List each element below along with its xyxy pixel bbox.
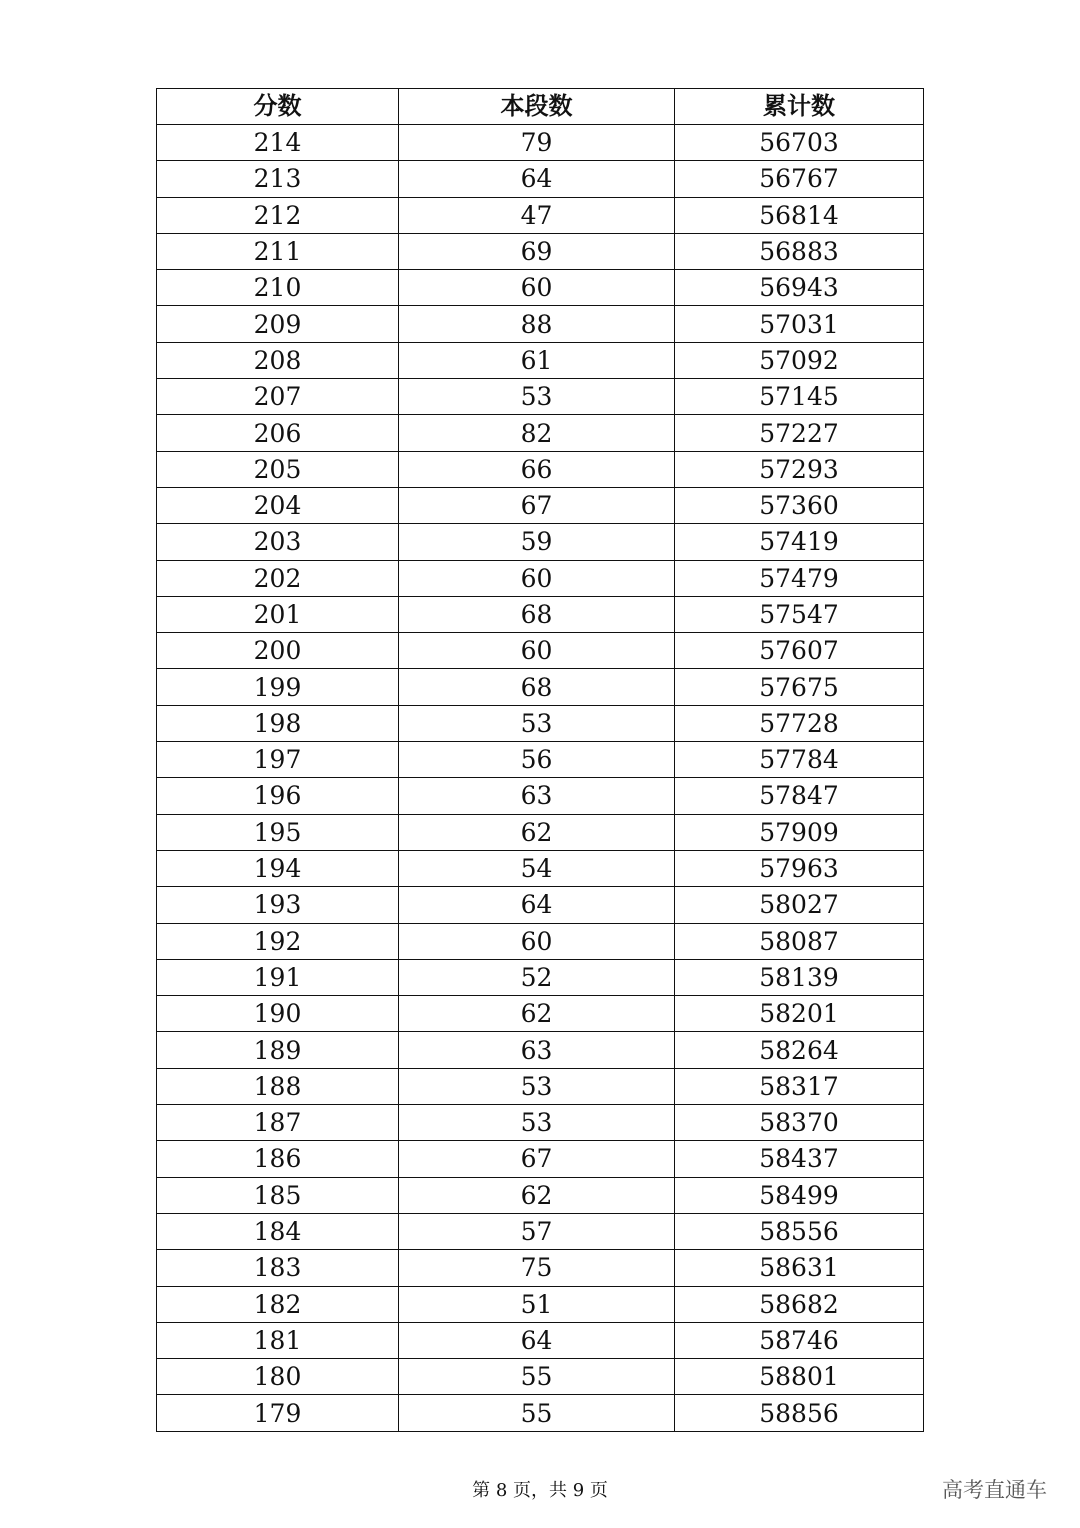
cell-cumulative-count: 56883 — [675, 233, 924, 269]
table-row — [157, 270, 924, 306]
cell-cumulative-count: 57227 — [675, 415, 924, 451]
table-row — [157, 524, 924, 560]
cell-segment-count: 56 — [399, 742, 675, 778]
cell-cumulative-count: 58801 — [675, 1359, 924, 1395]
cell-score: 187 — [157, 1105, 399, 1141]
cell-segment-count: 60 — [399, 923, 675, 959]
cell-score: 184 — [157, 1213, 399, 1249]
table-row — [157, 1395, 924, 1431]
cell-segment-count: 75 — [399, 1250, 675, 1286]
cell-cumulative-count: 57963 — [675, 850, 924, 886]
cell-cumulative-count: 57092 — [675, 342, 924, 378]
cell-segment-count: 53 — [399, 705, 675, 741]
table-row — [157, 379, 924, 415]
cell-cumulative-count: 58437 — [675, 1141, 924, 1177]
cell-segment-count: 63 — [399, 778, 675, 814]
cell-cumulative-count: 58746 — [675, 1322, 924, 1358]
cell-score: 205 — [157, 451, 399, 487]
cell-cumulative-count: 57909 — [675, 814, 924, 850]
cell-cumulative-count: 58499 — [675, 1177, 924, 1213]
cell-segment-count: 88 — [399, 306, 675, 342]
cell-segment-count: 47 — [399, 197, 675, 233]
cell-score: 210 — [157, 270, 399, 306]
score-table — [156, 88, 924, 1432]
cell-score: 213 — [157, 161, 399, 197]
table-row — [157, 1322, 924, 1358]
table-row — [157, 1286, 924, 1322]
cell-cumulative-count: 57675 — [675, 669, 924, 705]
table-row — [157, 887, 924, 923]
table-row — [157, 487, 924, 523]
cell-segment-count: 64 — [399, 161, 675, 197]
cell-segment-count: 61 — [399, 342, 675, 378]
cell-cumulative-count: 58264 — [675, 1032, 924, 1068]
table-body — [157, 125, 924, 1432]
cell-cumulative-count: 57419 — [675, 524, 924, 560]
cell-cumulative-count: 58087 — [675, 923, 924, 959]
cell-segment-count: 67 — [399, 487, 675, 523]
cell-segment-count: 69 — [399, 233, 675, 269]
table-row — [157, 342, 924, 378]
cell-segment-count: 66 — [399, 451, 675, 487]
cell-cumulative-count: 57293 — [675, 451, 924, 487]
cell-segment-count: 54 — [399, 850, 675, 886]
table-row — [157, 451, 924, 487]
cell-cumulative-count: 58631 — [675, 1250, 924, 1286]
cell-cumulative-count: 57847 — [675, 778, 924, 814]
cell-cumulative-count: 58201 — [675, 996, 924, 1032]
table-row — [157, 1359, 924, 1395]
cell-segment-count: 79 — [399, 125, 675, 161]
table-row — [157, 1032, 924, 1068]
header-score: 分数 — [157, 89, 399, 125]
cell-segment-count: 53 — [399, 1105, 675, 1141]
table-row — [157, 850, 924, 886]
cell-cumulative-count: 58856 — [675, 1395, 924, 1431]
cell-score: 200 — [157, 633, 399, 669]
table-row — [157, 996, 924, 1032]
cell-score: 194 — [157, 850, 399, 886]
table-row — [157, 560, 924, 596]
cell-segment-count: 62 — [399, 814, 675, 850]
cell-segment-count: 52 — [399, 959, 675, 995]
cell-score: 201 — [157, 596, 399, 632]
cell-score: 203 — [157, 524, 399, 560]
cell-segment-count: 64 — [399, 887, 675, 923]
cell-cumulative-count: 57728 — [675, 705, 924, 741]
cell-score: 207 — [157, 379, 399, 415]
table-header-row — [157, 89, 924, 125]
table-row — [157, 306, 924, 342]
table-row — [157, 161, 924, 197]
cell-score: 208 — [157, 342, 399, 378]
cell-score: 195 — [157, 814, 399, 850]
table-row — [157, 959, 924, 995]
cell-cumulative-count: 56767 — [675, 161, 924, 197]
cell-score: 190 — [157, 996, 399, 1032]
cell-cumulative-count: 57360 — [675, 487, 924, 523]
page-number: 第 8 页，共 9 页 — [472, 1480, 608, 1501]
table-row — [157, 778, 924, 814]
cell-segment-count: 60 — [399, 560, 675, 596]
cell-segment-count: 53 — [399, 379, 675, 415]
cell-score: 183 — [157, 1250, 399, 1286]
cell-segment-count: 63 — [399, 1032, 675, 1068]
cell-segment-count: 60 — [399, 633, 675, 669]
cell-segment-count: 62 — [399, 996, 675, 1032]
cell-cumulative-count: 57547 — [675, 596, 924, 632]
cell-segment-count: 82 — [399, 415, 675, 451]
cell-score: 185 — [157, 1177, 399, 1213]
cell-segment-count: 55 — [399, 1395, 675, 1431]
cell-score: 180 — [157, 1359, 399, 1395]
cell-cumulative-count: 58027 — [675, 887, 924, 923]
watermark: 高考直通车 — [942, 1478, 1047, 1502]
cell-cumulative-count: 57479 — [675, 560, 924, 596]
table-row — [157, 742, 924, 778]
cell-cumulative-count: 58139 — [675, 959, 924, 995]
cell-score: 192 — [157, 923, 399, 959]
table-row — [157, 233, 924, 269]
cell-segment-count: 57 — [399, 1213, 675, 1249]
cell-score: 189 — [157, 1032, 399, 1068]
cell-segment-count: 64 — [399, 1322, 675, 1358]
cell-segment-count: 55 — [399, 1359, 675, 1395]
table-row — [157, 1177, 924, 1213]
table-row — [157, 197, 924, 233]
cell-cumulative-count: 58317 — [675, 1068, 924, 1104]
table-row — [157, 1141, 924, 1177]
cell-score: 199 — [157, 669, 399, 705]
cell-score: 204 — [157, 487, 399, 523]
table-row — [157, 923, 924, 959]
cell-score: 191 — [157, 959, 399, 995]
table-row — [157, 669, 924, 705]
cell-cumulative-count: 58682 — [675, 1286, 924, 1322]
cell-score: 188 — [157, 1068, 399, 1104]
cell-score: 202 — [157, 560, 399, 596]
cell-score: 182 — [157, 1286, 399, 1322]
cell-cumulative-count: 57031 — [675, 306, 924, 342]
cell-score: 212 — [157, 197, 399, 233]
cell-score: 179 — [157, 1395, 399, 1431]
cell-score: 193 — [157, 887, 399, 923]
cell-segment-count: 59 — [399, 524, 675, 560]
table-row — [157, 705, 924, 741]
cell-cumulative-count: 57607 — [675, 633, 924, 669]
cell-segment-count: 62 — [399, 1177, 675, 1213]
cell-cumulative-count: 58370 — [675, 1105, 924, 1141]
cell-segment-count: 53 — [399, 1068, 675, 1104]
table-row — [157, 1250, 924, 1286]
cell-score: 198 — [157, 705, 399, 741]
cell-score: 196 — [157, 778, 399, 814]
cell-segment-count: 60 — [399, 270, 675, 306]
table-row — [157, 415, 924, 451]
cell-cumulative-count: 56703 — [675, 125, 924, 161]
table-row — [157, 633, 924, 669]
table-row — [157, 1105, 924, 1141]
cell-cumulative-count: 58556 — [675, 1213, 924, 1249]
cell-cumulative-count: 57784 — [675, 742, 924, 778]
header-cumulative-count: 累计数 — [675, 89, 924, 125]
cell-score: 186 — [157, 1141, 399, 1177]
table-row — [157, 596, 924, 632]
cell-score: 209 — [157, 306, 399, 342]
cell-cumulative-count: 56814 — [675, 197, 924, 233]
cell-cumulative-count: 56943 — [675, 270, 924, 306]
cell-score: 211 — [157, 233, 399, 269]
cell-segment-count: 68 — [399, 596, 675, 632]
table-row — [157, 814, 924, 850]
cell-segment-count: 51 — [399, 1286, 675, 1322]
table-row — [157, 1213, 924, 1249]
cell-score: 197 — [157, 742, 399, 778]
cell-score: 214 — [157, 125, 399, 161]
cell-segment-count: 68 — [399, 669, 675, 705]
cell-segment-count: 67 — [399, 1141, 675, 1177]
table-row — [157, 125, 924, 161]
cell-score: 206 — [157, 415, 399, 451]
cell-cumulative-count: 57145 — [675, 379, 924, 415]
cell-score: 181 — [157, 1322, 399, 1358]
table-row — [157, 1068, 924, 1104]
header-segment-count: 本段数 — [399, 89, 675, 125]
